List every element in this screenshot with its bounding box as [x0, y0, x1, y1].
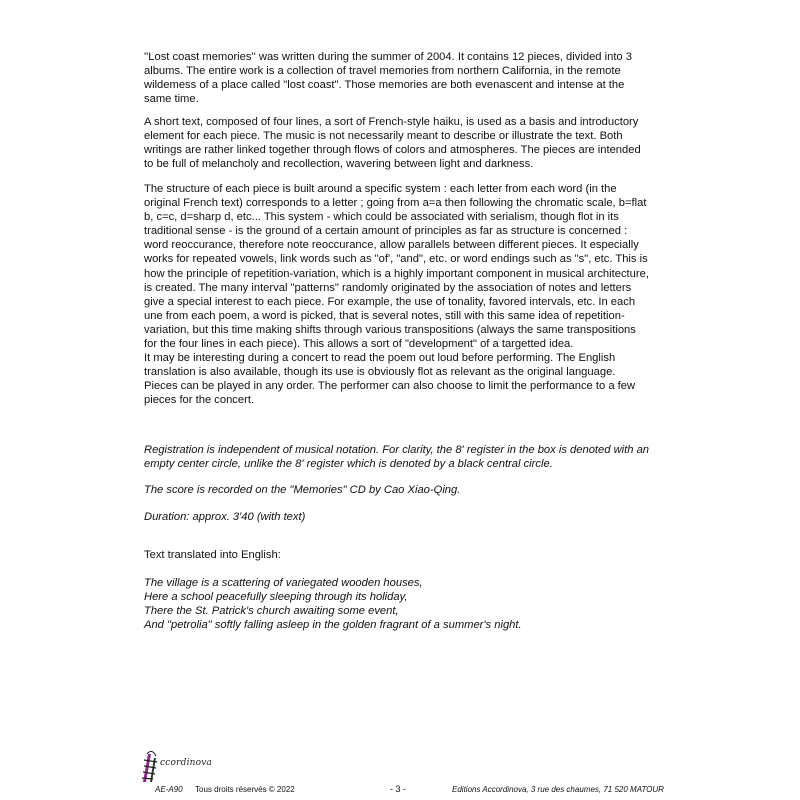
intro-paragraph: ''Lost coast memories'' was written during the summer of 2004. It contains 12 pieces, divided into 3 albums. The entire work is a collection of travel memories from northern California, in the remote wildemess of a place called "lost coast". Those memories are both evenascent and intense at the same time.: [144, 51, 632, 106]
footer-editor: Editions Accordinova, 3 rue des chaumes, 71 520 MATOUR: [452, 785, 664, 794]
translated-poem: [144, 576, 650, 632]
haiku-paragraph: A short text, composed of four lines, a sort of French-style haiku, is used as a basis and introductory element for each piece. The music is not necessarily meant to describe or illustrate the text. Both writings are rather linked together through flows of colors and atmospheres. The pieces are intended to be full of melancholy and recollection, wavering between light and darkness.: [144, 116, 641, 171]
poem-line: Here a school peacefully sleeping through its holiday,: [144, 591, 408, 604]
accordinova-logo: [140, 748, 250, 784]
footer-code: AE-A90: [155, 785, 183, 794]
structure-paragraph: The structure of each piece is built around a specific system : each letter from each word (in the original French text) corresponds to a letter ; going from a=a then following the chromatic scale, b=flat b, c=c, d=sharp d, etc... This system - which could be associated with serialism, though flot in its traditional sense - is the ground of a certain amount of principles as far as structure is concerned : word reoccurance, therefore note reoccurance, allow parallels between different pieces. It especially works for repeated vowels, link words such as "of', "and", etc. or word endings such as "s", etc. This is how the principle of repetition-variation, which is a highly important component in musical architecture, is created. The many interval "patterns" randomly originated by the association of notes and letters give a special interest to each piece. For example, the use of tonality, favored intervals, etc. In each une from each poem, a word is picked, that is several notes, still with this same idea of repetition-variation, but this time making shifts through various transpositions (always the same transpositions for the four lines in each piece). This allows a sort of "development" of a targetted idea.: [144, 183, 649, 351]
poem-line: The village is a scattering of variegated wooden houses,: [144, 577, 423, 589]
duration-note: Duration: approx. 3'40 (with text): [144, 511, 306, 523]
registration-note: Registration is independent of musical notation. For clarity, the 8' register in the box is denoted with an empty center circle, unlike the 8' register which is denoted by a black central circle.: [144, 444, 650, 471]
footer-rights: Tous droits réservés © 2022: [195, 785, 295, 794]
performance-paragraph: It may be interesting during a concert to read the poem out loud before performing. The English translation is also available, though its use is obviously flot as relevant as the original language. Pieces can be played in any order. The performer can also choose to limit the performance to a few pieces for the concert.: [144, 352, 636, 407]
poem-line: And "petrolia" softly falling asleep in the golden fragrant of a summer's night.: [144, 619, 522, 632]
page-number: - 3 -: [390, 784, 407, 794]
recording-note: The score is recorded on the "Memories" CD by Cao Xiao-Qing.: [144, 484, 461, 496]
translation-heading: Text translated into English:: [144, 549, 281, 561]
poem-line: There the St. Patrick's church awaiting some event,: [144, 605, 399, 618]
logo-text: ccordinova: [160, 758, 213, 768]
